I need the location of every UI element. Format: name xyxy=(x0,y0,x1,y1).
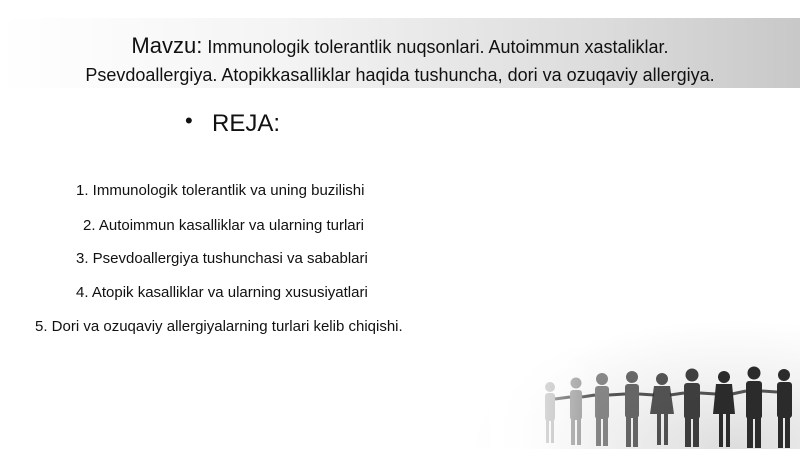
plan-item-3: 3. Psevdoallergiya tushunchasi va sabablari xyxy=(76,250,368,267)
slide-title xyxy=(0,32,800,89)
slide-title-line-2: Psevdoallergiya. Atopikkasalliklar haqida tushuncha, dori va ozuqaviy allergiya. xyxy=(85,65,715,85)
plan-item-4: 4. Atopik kasalliklar va ularning xususiyatlari xyxy=(76,284,368,301)
people-holding-hands-image xyxy=(490,339,800,449)
plan-item-1: 1. Immunologik tolerantlik va uning buzilishi xyxy=(76,182,365,199)
plan-label: REJA: xyxy=(212,110,281,137)
plan-item-2: 2. Autoimmun kasalliklar va ularning turlari xyxy=(83,217,364,234)
slide-title-line-1 xyxy=(0,32,800,62)
title-prefix: Mavzu: xyxy=(131,33,203,58)
plan-heading xyxy=(185,110,280,138)
bullet-icon: • xyxy=(185,108,193,133)
title-line-1-text: Immunologik tolerantlik nuqsonlari. Autoimmun xastaliklar. xyxy=(202,37,669,57)
plan-item-5: 5. Dori va ozuqaviy allergiyalarning turlari kelib chiqishi. xyxy=(35,318,403,335)
